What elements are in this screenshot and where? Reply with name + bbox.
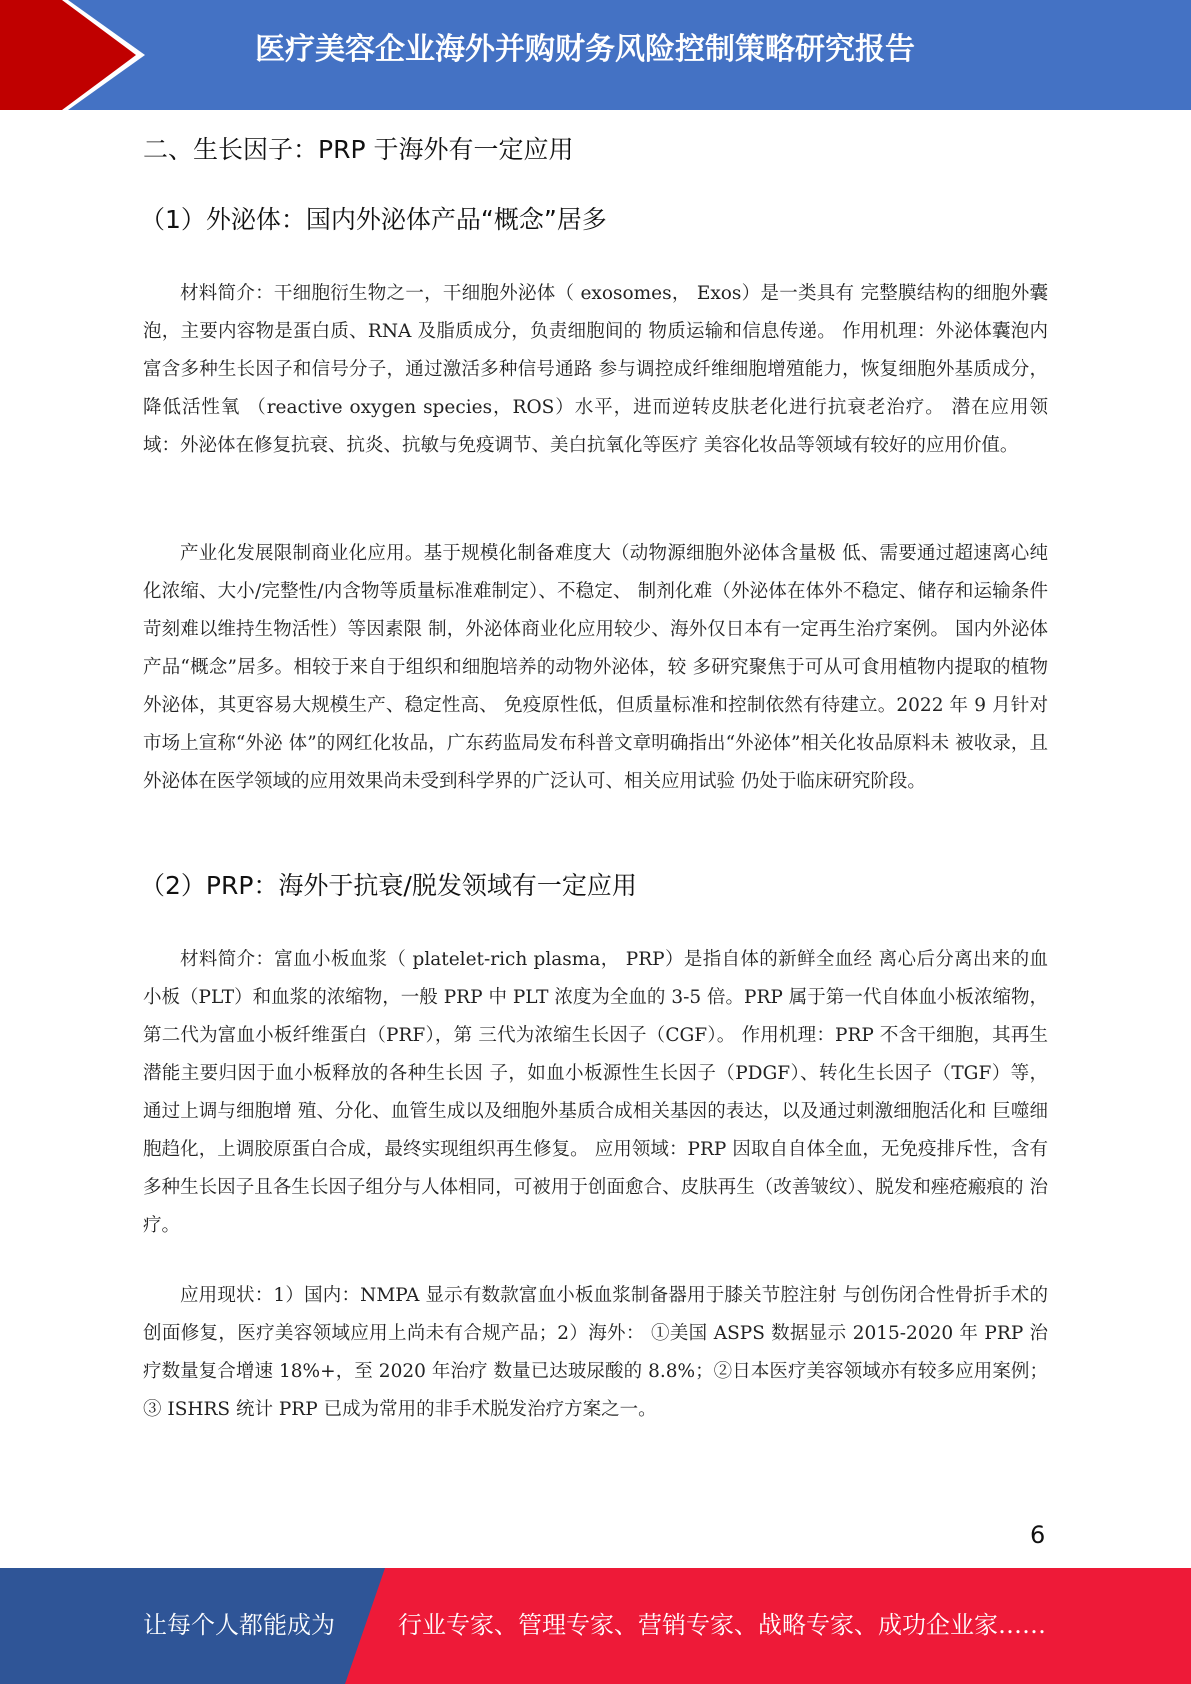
paragraph-prp-intro: 材料简介：富血小板血浆（ platelet-rich plasma， PRP）是指自体的新鲜全血经 离心后分离出来的血小板（PLT）和血浆的浓缩物，一般 PRP 中 PLT 浓度为全血的 3-5 倍。PRP 属于第一代自体血小板浓缩物，第二代为富血小板纤维蛋白（PRF），第 三代为浓缩生长因子（CGF）。 作用机理：PRP 不含干细胞，其再生潜能主要归因于血小板释放的各种生长因 子，如血小板源性生长因子（PDGF）、转化生长因子（TGF）等，通过上调与细胞增 殖、分化、血管生成以及细胞外基质合成相关基因的表达，以及通过刺激细胞活化和 巨噬细胞趋化，上调胶原蛋白合成，最终实现组织再生修复。 应用领域：PRP 因取自自体全血，无免疫排斥性，含有多种生长因子且各生长因子组分与人体相同，可被用于创面愈合、皮肤再生（改善皱纹）、脱发和痤疮瘢痕的 治疗。 <box>143 949 1048 1236</box>
subsection-heading-exosomes: （1）外泌体：国内外泌体产品“概念”居多 <box>140 205 607 234</box>
page-footer <box>0 1568 1191 1684</box>
page-number: 6 <box>1030 1521 1046 1549</box>
subsection-heading-prp: （2）PRP：海外于抗衰/脱发领域有一定应用 <box>140 871 637 900</box>
report-title: 医疗美容企业海外并购财务风险控制策略研究报告 <box>255 32 915 67</box>
footer-slogan-left: 让每个人都能成为 <box>143 1611 335 1639</box>
page-header <box>0 0 1191 110</box>
header-arrow-decoration <box>0 0 200 110</box>
footer-slogan-right: 行业专家、管理专家、营销专家、战略专家、成功企业家…… <box>398 1611 1046 1639</box>
paragraph-prp-status: 应用现状：1）国内：NMPA 显示有数款富血小板血浆制备器用于膝关节腔注射 与创伤闭合性骨折手术的创面修复，医疗美容领域应用上尚未有合规产品；2）海外： ①美国 ASPS 数据显示 2015-2020 年 PRP 治疗数量复合增速 18%+，至 2020 年治疗 数量已达玻尿酸的 8.8%；②日本医疗美容领域亦有较多应用案例；③ ISHRS 统计 PRP 已成为常用的非手术脱发治疗方案之一。 <box>143 1285 1048 1420</box>
section-heading: 二、生长因子：PRP 于海外有一定应用 <box>143 135 574 164</box>
paragraph-exosome-intro: 材料简介：干细胞衍生物之一，干细胞外泌体（ exosomes， Exos）是一类具有 完整膜结构的细胞外囊泡，主要内容物是蛋白质、RNA 及脂质成分，负责细胞间的 物质运输和信息传递。 作用机理：外泌体囊泡内富含多种生长因子和信号分子，通过激活多种信号通路 参与调控成纤维细胞增殖能力，恢复细胞外基质成分，降低活性氧 （reactive oxygen species，ROS）水平，进而逆转皮肤老化进行抗衰老治疗。 潜在应用领域：外泌体在修复抗衰、抗炎、抗敏与免疫调节、美白抗氧化等医疗 美容化妆品等领域有较好的应用价值。 <box>143 283 1048 456</box>
paragraph-exosome-industrialization: 产业化发展限制商业化应用。基于规模化制备难度大（动物源细胞外泌体含量极 低、需要通过超速离心纯化浓缩、大小/完整性/内含物等质量标准难制定）、不稳定、 制剂化难（外泌体在体外不稳定、储存和运输条件苛刻难以维持生物活性）等因素限 制，外泌体商业化应用较少、海外仅日本有一定再生治疗案例。 国内外泌体产品“概念”居多。相较于来自于组织和细胞培养的动物外泌体，较 多研究聚焦于可从可食用植物内提取的植物外泌体，其更容易大规模生产、稳定性高、 免疫原性低，但质量标准和控制依然有待建立。2022 年 9 月针对市场上宣称“外泌 体”的网红化妆品，广东药监局发布科普文章明确指出“外泌体”相关化妆品原料未 被收录，且外泌体在医学领域的应用效果尚未受到科学界的广泛认可、相关应用试验 仍处于临床研究阶段。 <box>143 543 1048 792</box>
